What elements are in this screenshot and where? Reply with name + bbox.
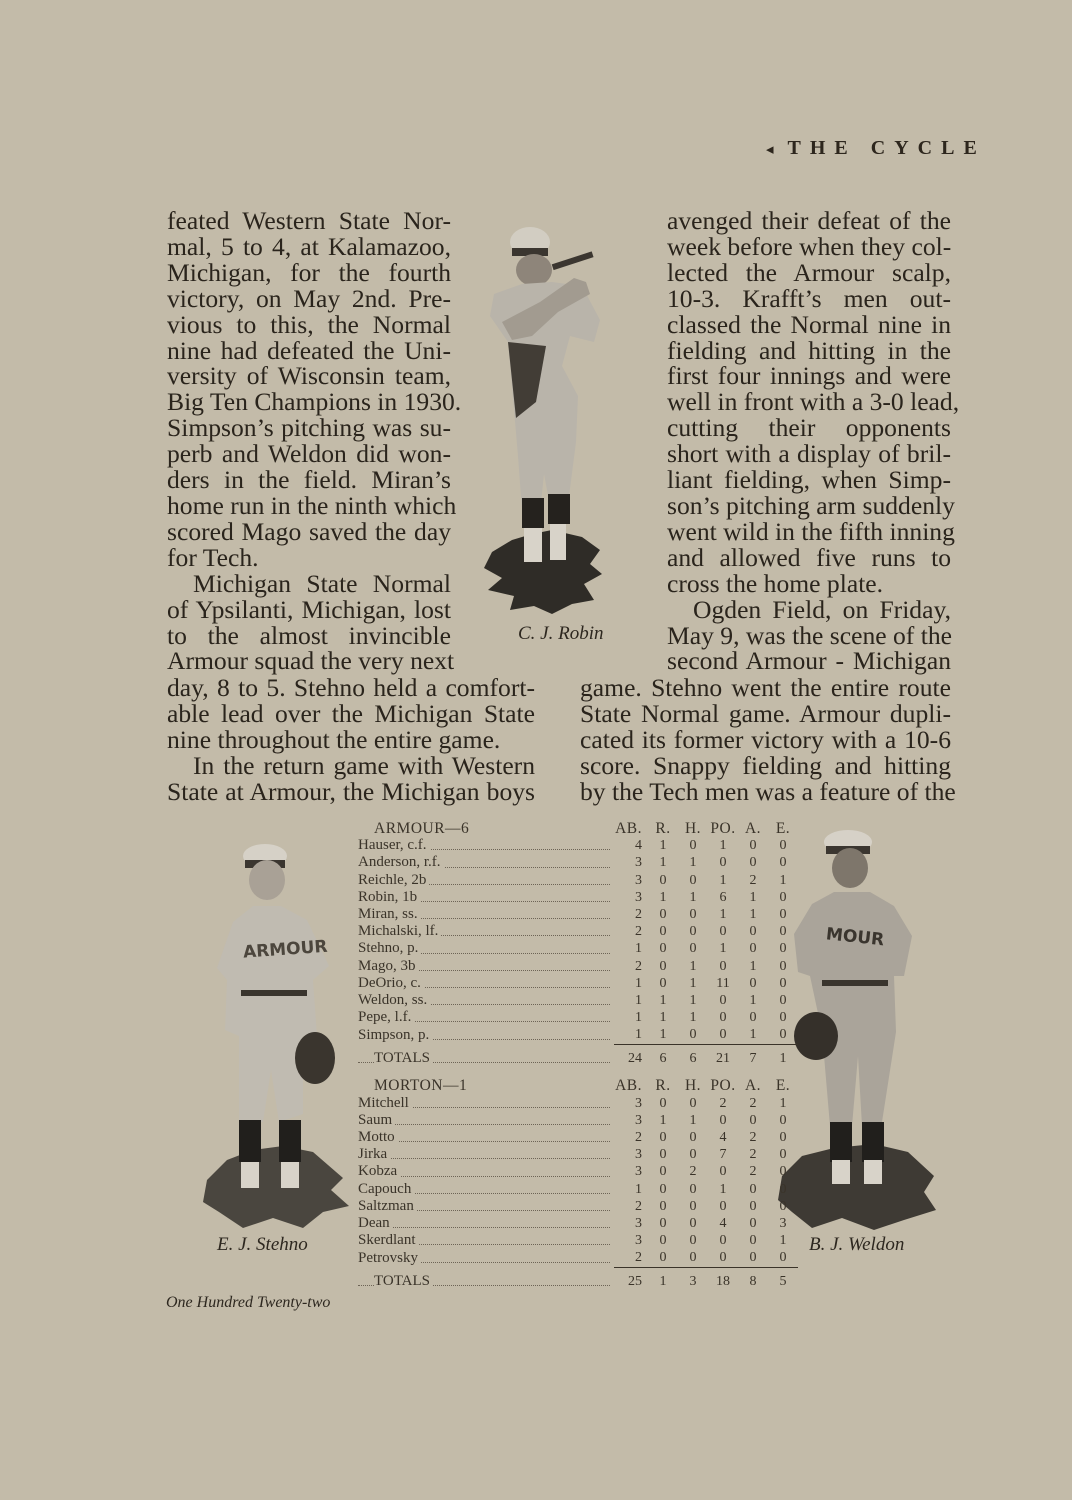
player-name-cell xyxy=(358,1249,614,1267)
text-line: and allowed five runs to xyxy=(667,542,951,572)
stat-cell: 0 xyxy=(719,1233,727,1249)
stat-cell: 1 xyxy=(635,975,642,991)
stat-cell: 1 xyxy=(749,907,757,923)
stat-cell: 0 xyxy=(749,855,757,871)
stat-cell: 3 xyxy=(779,1215,787,1231)
stat-cell: 3 xyxy=(635,1215,642,1231)
stat-cell: 0 xyxy=(659,872,667,888)
stat-cell: 1 xyxy=(689,993,697,1009)
lower-left-text xyxy=(167,675,535,805)
stat-cell: 2 xyxy=(635,1198,642,1214)
player-name: Mitchell xyxy=(358,1095,412,1111)
text-line: cutting their opponents xyxy=(667,413,951,443)
player-name: DeOrio, c. xyxy=(358,975,424,991)
text-line: of Ypsilanti, Michigan, lost xyxy=(167,594,451,624)
total-cell: 8 xyxy=(749,1274,757,1290)
text-line: ders in the field. Miran’s xyxy=(167,465,451,495)
player-name: Saltzman xyxy=(358,1198,417,1214)
stat-cell: 0 xyxy=(749,975,757,991)
text-line: Michigan, for the fourth xyxy=(167,257,451,287)
photo-caption-robin: C. J. Robin xyxy=(518,623,604,644)
stat-cell: 2 xyxy=(749,1129,757,1145)
player-photo-weldon xyxy=(778,826,938,1231)
player-row xyxy=(358,1163,798,1180)
text-line: lected the Armour scalp, xyxy=(667,257,951,287)
stat-cell: 0 xyxy=(659,907,667,923)
player-name: Motto xyxy=(358,1129,398,1145)
stat-cell: 1 xyxy=(659,838,667,854)
stat-cell: 0 xyxy=(779,1181,787,1197)
stat-cell: 1 xyxy=(689,958,697,974)
stat-cell: 1 xyxy=(659,1112,667,1128)
stat-cell: 2 xyxy=(635,907,642,923)
right-text-column xyxy=(667,206,960,676)
player-name-cell xyxy=(358,1232,614,1249)
player-row xyxy=(358,1249,798,1267)
stat-cell: 0 xyxy=(779,1164,787,1180)
left-text-column xyxy=(167,206,462,676)
page-number-footer: One Hundred Twenty-two xyxy=(166,1294,331,1311)
player-name: Anderson, r.f. xyxy=(358,854,444,870)
stat-cell: 0 xyxy=(689,838,697,854)
stat-cell: 0 xyxy=(719,1198,727,1214)
stat-cell: 0 xyxy=(749,1112,757,1128)
stat-cell: 0 xyxy=(779,993,787,1009)
total-cell: 6 xyxy=(659,1051,667,1067)
text-line: short with a display of bril- xyxy=(667,439,951,469)
text-line: Big Ten Champions in 1930. xyxy=(167,387,462,417)
text-line: Armour squad the very next xyxy=(167,646,455,676)
stat-cell: 1 xyxy=(635,1181,642,1197)
player-name-cell xyxy=(358,992,614,1009)
stat-cell: 0 xyxy=(689,1129,697,1145)
player-name: Robin, 1b xyxy=(358,889,420,905)
stat-cell: 0 xyxy=(659,1250,667,1266)
player-name-cell xyxy=(358,1129,614,1146)
stat-cell: 0 xyxy=(749,838,757,854)
stat-cell: 1 xyxy=(749,1027,757,1043)
stat-cell: 0 xyxy=(749,1250,757,1266)
stat-cell: 3 xyxy=(635,1164,642,1180)
player-name-cell xyxy=(358,1112,614,1129)
player-name-cell xyxy=(358,1026,614,1044)
total-cell: 7 xyxy=(749,1051,757,1067)
player-name-cell xyxy=(358,1273,614,1290)
stat-cell: 1 xyxy=(659,1010,667,1026)
stat-cell: 3 xyxy=(635,889,642,905)
stat-cell: 0 xyxy=(719,1250,727,1266)
text-line: victory, on May 2nd. Pre- xyxy=(167,283,451,313)
player-row xyxy=(358,906,798,923)
stat-cell: 3 xyxy=(635,1233,642,1249)
text-line: by the Tech men was a feature of the xyxy=(580,776,956,806)
player-name-cell xyxy=(358,854,614,871)
player-row xyxy=(358,1026,798,1044)
stat-cell: 0 xyxy=(779,855,787,871)
stat-cell: 0 xyxy=(659,958,667,974)
stat-cell: 0 xyxy=(779,958,787,974)
player-name-cell xyxy=(358,906,614,923)
stat-cell: 0 xyxy=(779,1112,787,1128)
stat-cell: 0 xyxy=(749,1233,757,1249)
player-photo-stehno xyxy=(203,840,353,1230)
text-line: In the return game with Western xyxy=(193,750,535,780)
stat-cell: 1 xyxy=(689,855,697,871)
stat-cell: 0 xyxy=(779,975,787,991)
stat-cell: 4 xyxy=(719,1129,727,1145)
text-line: fielding and hitting in the xyxy=(667,335,951,365)
stat-cell: 2 xyxy=(635,958,642,974)
stat-cell: 2 xyxy=(689,1164,697,1180)
text-line: vious to this, the Normal xyxy=(167,309,451,339)
stat-cell: 0 xyxy=(659,941,667,957)
text-line: for Tech. xyxy=(167,542,259,572)
text-line: went wild in the fifth inning xyxy=(667,516,955,546)
stat-cell: 0 xyxy=(689,907,697,923)
dot-leader xyxy=(358,1158,610,1159)
stat-cell: 0 xyxy=(689,872,697,888)
stat-cell: 3 xyxy=(635,1147,642,1163)
stat-cell: 3 xyxy=(635,872,642,888)
photo-caption-stehno: E. J. Stehno xyxy=(217,1234,308,1255)
stat-cell: 0 xyxy=(659,1129,667,1145)
text-line: scored Mago saved the day xyxy=(167,516,451,546)
stat-cell: 1 xyxy=(659,993,667,1009)
stat-cell: 0 xyxy=(659,1198,667,1214)
dot-leader xyxy=(358,1227,610,1228)
stat-cell: 0 xyxy=(749,1010,757,1026)
stat-cell: 3 xyxy=(635,855,642,871)
column-header: A. xyxy=(744,820,762,837)
stat-cell: 2 xyxy=(749,872,757,888)
column-header: H. xyxy=(684,820,702,837)
svg-text:MOUR: MOUR xyxy=(824,924,886,951)
text-line: perb and Weldon did won- xyxy=(167,439,451,469)
text-line: second Armour - Michigan xyxy=(667,646,951,676)
stat-cell: 0 xyxy=(779,1198,787,1214)
text-line: mal, 5 to 4, at Kalamazoo, xyxy=(167,231,451,261)
stat-cell: 0 xyxy=(779,1250,787,1266)
stat-cell: 0 xyxy=(779,838,787,854)
stat-cell: 1 xyxy=(659,889,667,905)
player-name: Hauser, c.f. xyxy=(358,837,430,853)
stat-cell: 0 xyxy=(779,924,787,940)
column-header: AB. xyxy=(615,820,642,837)
total-cell: 25 xyxy=(628,1274,642,1290)
stat-cell: 1 xyxy=(635,941,642,957)
total-cell: 24 xyxy=(628,1051,642,1067)
stat-cell: 0 xyxy=(659,1215,667,1231)
text-line: 10-3. Krafft’s men out- xyxy=(667,283,951,313)
stat-cell: 0 xyxy=(719,993,727,1009)
stat-cell: 0 xyxy=(689,941,697,957)
text-line: game. Stehno went the entire route xyxy=(580,673,951,702)
stat-cell: 2 xyxy=(719,1095,727,1111)
running-head xyxy=(766,137,986,160)
stat-cell: 2 xyxy=(635,1250,642,1266)
player-photo-robin xyxy=(482,212,612,617)
stat-cell: 0 xyxy=(719,1112,727,1128)
total-cell: 21 xyxy=(716,1051,730,1067)
stat-cell: 1 xyxy=(659,855,667,871)
player-row xyxy=(358,872,798,889)
stat-cell: 6 xyxy=(719,889,727,905)
stat-cell: 0 xyxy=(779,941,787,957)
text-line: home run in the ninth which xyxy=(167,490,457,520)
text-line: son’s pitching arm suddenly xyxy=(667,490,955,520)
stat-cell: 0 xyxy=(779,1147,787,1163)
stat-cell: 1 xyxy=(719,872,727,888)
team-label: ARMOUR—6 xyxy=(374,820,470,837)
column-header: H. xyxy=(684,1077,702,1095)
player-row xyxy=(358,1146,798,1163)
player-name-cell xyxy=(358,923,614,940)
text-line: feated Western State Nor- xyxy=(167,206,451,235)
player-name: Miran, ss. xyxy=(358,906,421,922)
column-header: R. xyxy=(655,1077,671,1095)
player-name: Michalski, lf. xyxy=(358,923,441,939)
lower-right-text xyxy=(580,673,956,806)
stat-cell: 1 xyxy=(719,907,727,923)
stat-cell: 0 xyxy=(719,1010,727,1026)
player-row xyxy=(358,1112,798,1129)
stat-cell: 0 xyxy=(659,1147,667,1163)
text-line: Michigan State Normal xyxy=(193,568,451,598)
stat-cell: 1 xyxy=(749,993,757,1009)
column-header: AB. xyxy=(615,1077,642,1095)
player-name: Saum xyxy=(358,1112,395,1128)
text-line: cross the home plate. xyxy=(667,568,884,598)
player-name: Weldon, ss. xyxy=(358,992,430,1008)
player-name: Dean xyxy=(358,1215,393,1231)
player-name: TOTALS xyxy=(374,1050,433,1066)
stat-cell: 2 xyxy=(749,1147,757,1163)
text-line: week before when they col- xyxy=(667,231,952,261)
total-cell: 1 xyxy=(779,1051,787,1067)
player-name-cell xyxy=(358,1181,614,1198)
text-line: State Normal game. Armour dupli- xyxy=(580,698,951,728)
stat-cell: 0 xyxy=(659,975,667,991)
stat-cell: 0 xyxy=(749,1215,757,1231)
player-name: Simpson, p. xyxy=(358,1027,432,1043)
player-name-cell xyxy=(358,1146,614,1163)
text-line: May 9, was the scene of the xyxy=(667,620,952,650)
player-name-cell xyxy=(358,1198,614,1215)
player-row xyxy=(358,889,798,906)
stat-cell: 0 xyxy=(659,924,667,940)
total-cell: 5 xyxy=(779,1274,787,1290)
column-header: E. xyxy=(775,820,791,837)
photo-caption-weldon: B. J. Weldon xyxy=(809,1234,905,1255)
total-cell: 18 xyxy=(716,1274,730,1290)
text-line: day, 8 to 5. Stehno held a comfort- xyxy=(167,673,535,702)
text-line: able lead over the Michigan State xyxy=(167,698,535,728)
player-row xyxy=(358,854,798,871)
player-name-cell xyxy=(358,975,614,992)
stat-cell: 0 xyxy=(689,1147,697,1163)
stat-cell: 0 xyxy=(779,1027,787,1043)
stat-cell: 0 xyxy=(689,1181,697,1197)
stat-cell: 4 xyxy=(719,1215,727,1231)
stat-cell: 1 xyxy=(689,1112,697,1128)
stat-cell: 0 xyxy=(659,1095,667,1111)
text-line: classed the Normal nine in xyxy=(667,309,951,339)
stat-cell: 1 xyxy=(689,1010,697,1026)
stat-cell: 1 xyxy=(779,872,787,888)
box-score-table xyxy=(358,820,798,1290)
stat-cell: 0 xyxy=(779,889,787,905)
stat-cell: 1 xyxy=(689,975,697,991)
stat-cell: 0 xyxy=(689,1095,697,1111)
stat-cell: 0 xyxy=(719,958,727,974)
player-name-cell xyxy=(358,1009,614,1026)
stat-cell: 2 xyxy=(749,1164,757,1180)
stat-cell: 0 xyxy=(689,1250,697,1266)
stat-cell: 0 xyxy=(749,924,757,940)
stat-cell: 0 xyxy=(749,1198,757,1214)
text-line: Ogden Field, on Friday, xyxy=(693,594,951,624)
player-name: Jirka xyxy=(358,1146,390,1162)
player-name-cell xyxy=(358,1095,614,1112)
stat-cell: 0 xyxy=(719,924,727,940)
player-row xyxy=(358,837,798,854)
stat-cell: 0 xyxy=(689,1233,697,1249)
player-row xyxy=(358,1215,798,1232)
svg-text:ARMOUR: ARMOUR xyxy=(242,936,329,963)
column-header: A. xyxy=(744,1077,762,1095)
text-line: cated its former victory with a 10-6 xyxy=(580,724,951,754)
player-name-cell xyxy=(358,889,614,906)
player-row xyxy=(358,923,798,940)
stat-cell: 0 xyxy=(779,1010,787,1026)
total-cell: 6 xyxy=(689,1051,697,1067)
text-line: liant fielding, when Simp- xyxy=(667,465,951,495)
totals-row xyxy=(358,1050,798,1067)
stat-cell: 1 xyxy=(635,1027,642,1043)
player-name: Skerdlant xyxy=(358,1232,419,1248)
stat-cell: 0 xyxy=(779,907,787,923)
player-row xyxy=(358,1181,798,1198)
stat-cell: 1 xyxy=(719,1181,727,1197)
team-header-row xyxy=(358,1077,798,1094)
stat-cell: 1 xyxy=(779,1233,787,1249)
text-line: versity of Wisconsin team, xyxy=(167,361,451,391)
player-name-cell xyxy=(358,940,614,957)
column-header: PO. xyxy=(710,1077,736,1095)
total-cell: 3 xyxy=(689,1274,697,1290)
stat-cell: 3 xyxy=(635,1095,642,1111)
player-row xyxy=(358,992,798,1009)
stat-cell: 1 xyxy=(635,993,642,1009)
text-line: nine had defeated the Uni- xyxy=(167,335,451,365)
player-row xyxy=(358,1198,798,1215)
column-header: E. xyxy=(775,1077,791,1095)
text-line: first four innings and were xyxy=(667,361,951,391)
stat-cell: 2 xyxy=(749,1095,757,1111)
totals-row xyxy=(358,1273,798,1290)
player-name: Kobza xyxy=(358,1163,400,1179)
stat-cell: 1 xyxy=(719,941,727,957)
text-line: score. Snappy fielding and hitting xyxy=(580,750,951,780)
dot-leader xyxy=(358,1124,610,1125)
stat-cell: 0 xyxy=(719,855,727,871)
stat-cell: 0 xyxy=(749,1181,757,1197)
player-name: Mago, 3b xyxy=(358,958,419,974)
player-name-cell xyxy=(358,958,614,975)
player-row xyxy=(358,1095,798,1112)
stat-cell: 0 xyxy=(659,1233,667,1249)
player-row xyxy=(358,940,798,957)
stat-cell: 1 xyxy=(659,1027,667,1043)
team-label: MORTON—1 xyxy=(374,1077,468,1095)
stat-cell: 0 xyxy=(689,1027,697,1043)
player-row xyxy=(358,958,798,975)
player-name: Stehno, p. xyxy=(358,940,421,956)
stat-cell: 1 xyxy=(749,889,757,905)
player-name-cell xyxy=(358,1215,614,1232)
stat-cell: 1 xyxy=(749,958,757,974)
player-name-cell xyxy=(358,872,614,889)
stat-cell: 0 xyxy=(719,1027,727,1043)
column-header: PO. xyxy=(710,820,736,837)
text-line: well in front with a 3-0 lead, xyxy=(667,387,960,417)
stat-cell: 0 xyxy=(719,1164,727,1180)
stat-cell: 1 xyxy=(635,1010,642,1026)
stat-cell: 0 xyxy=(689,1198,697,1214)
stat-cell: 0 xyxy=(659,1164,667,1180)
player-name-cell xyxy=(358,1163,614,1180)
text-line: State at Armour, the Michigan boys xyxy=(167,776,535,806)
stat-cell: 1 xyxy=(719,838,727,854)
stat-cell: 4 xyxy=(635,838,642,854)
stat-cell: 0 xyxy=(749,941,757,957)
stat-cell: 7 xyxy=(719,1147,727,1163)
player-name: Petrovsky xyxy=(358,1250,421,1266)
stat-cell: 1 xyxy=(689,889,697,905)
player-name: TOTALS xyxy=(374,1273,433,1289)
stat-cell: 0 xyxy=(689,924,697,940)
team-header-row xyxy=(358,820,798,837)
text-line: to the almost invincible xyxy=(167,620,451,650)
player-row xyxy=(358,975,798,992)
publication-title: THE CYCLE xyxy=(787,137,986,159)
player-name: Reichle, 2b xyxy=(358,872,429,888)
triangle-marker-icon: ◂ xyxy=(766,142,774,158)
player-row xyxy=(358,1232,798,1249)
stat-cell: 0 xyxy=(689,1215,697,1231)
stat-cell: 0 xyxy=(659,1181,667,1197)
player-name: Pepe, l.f. xyxy=(358,1009,414,1025)
player-name: Capouch xyxy=(358,1181,414,1197)
stat-cell: 1 xyxy=(779,1095,787,1111)
stat-cell: 2 xyxy=(635,924,642,940)
column-header: R. xyxy=(655,820,671,837)
player-row xyxy=(358,1129,798,1146)
player-row xyxy=(358,1009,798,1026)
stat-cell: 0 xyxy=(779,1129,787,1145)
stat-cell: 2 xyxy=(635,1129,642,1145)
stat-cell: 11 xyxy=(716,975,730,991)
text-line: nine throughout the entire game. xyxy=(167,724,501,754)
spacer-row xyxy=(358,1067,798,1077)
text-line: Simpson’s pitching was su- xyxy=(167,413,451,443)
total-cell: 1 xyxy=(659,1274,667,1290)
text-line: avenged their defeat of the xyxy=(667,206,951,235)
stat-cell: 3 xyxy=(635,1112,642,1128)
player-name-cell xyxy=(358,1050,614,1067)
player-name-cell xyxy=(358,837,614,854)
